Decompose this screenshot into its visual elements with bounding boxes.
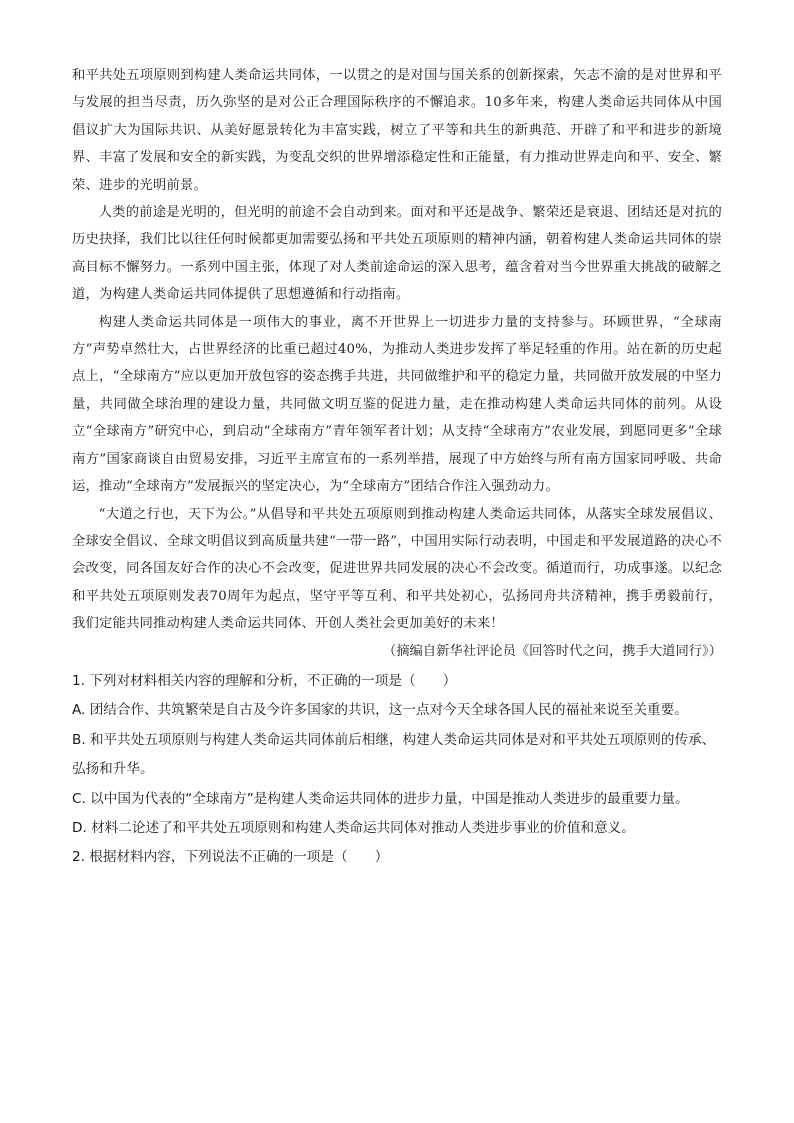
question-1-option-d: D. 材料二论述了和平共处五项原则和构建人类命运共同体对推动人类进步事业的价值和意义。 <box>72 819 635 836</box>
question-1-option-c: C. 以中国为代表的“全球南方”是构建人类命运共同体的进步力量，中国是推动人类进步的最重要力量。 <box>72 790 689 807</box>
document-page <box>72 62 722 873</box>
passage-paragraph-3: 构建人类命运共同体是一项伟大的事业，离不开世界上一切进步力量的支持参与。环顾世界，“全球南方”声势卓然壮大，占世界经济的比重已超过40%，为推动人类进步发挥了举足轻重的作用。站在新的历史起点上，“全球南方”应以更加开放包容的姿态携手共进，共同做维护和平的稳定力量，共同做开放发展的中坚力量，共同做全球治理的建设力量，共同做文明互鉴的促进力量，走在推动构建人类命运共同体的前列。从设立“全球南方”研究中心，到启动“全球南方”青年领军者计划；从支持“全球南方”农业发展，到愿同更多“全球南方”国家商谈自由贸易安排，习近平主席宣布的一系列举措，展现了中方始终与所有南方国家同呼吸、共命运，推动“全球南方”发展振兴的坚定决心，为“全球南方”团结合作注入强劲动力。 <box>72 314 722 495</box>
passage-paragraph-4: “大道之行也，天下为公。”从倡导和平共处五项原则到推动构建人类命运共同体，从落实全球发展倡议、全球安全倡议、全球文明倡议到高质量共建“一带一路”，中国用实际行动表明，中国走和平发展道路的决心不会改变，同各国友好合作的决心不会改变，促进世界共同发展的决心不会改变。循道而行，功成事遂。以纪念和平共处五项原则发表70周年为起点，坚守平等互利、和平共处初心，弘扬同舟共济精神，携手勇毅前行，我们定能共同推动构建人类命运共同体、开创人类社会更加美好的未来！ <box>72 506 722 632</box>
passage-paragraph-1: 和平共处五项原则到构建人类命运共同体，一以贯之的是对国与国关系的创新探索，矢志不渝的是对世界和平与发展的担当尽责，历久弥坚的是对公正合理国际秩序的不懈追求。10多年来，构建人类命运共同体从中国倡议扩大为国际共识、从美好愿景转化为丰富实践，树立了平等和共生的新典范、开辟了和平和进步的新境界、丰富了发展和安全的新实践，为变乱交织的世界增添稳定性和正能量，有力推动世界走向和平、安全、繁荣、进步的光明前景。 <box>72 68 722 193</box>
question-2-stem: 2. 根据材料内容，下列说法不正确的一项是（ ） <box>72 849 389 866</box>
question-list <box>72 667 722 873</box>
question-1-stem: 1. 下列对材料相关内容的理解和分析，不正确的一项是（ ） <box>72 672 457 689</box>
question-1-option-a: A. 团结合作、共筑繁荣是自古及今许多国家的共识，这一点对今天全球各国人民的福祉来说至关重要。 <box>72 702 688 719</box>
question-1-option-b: B. 和平共处五项原则与构建人类命运共同体前后相继，构建人类命运共同体是对和平共处五项原则的传承、弘扬和升华。 <box>72 731 716 778</box>
passage-paragraph-2: 人类的前途是光明的，但光明的前途不会自动到来。面对和平还是战争、繁荣还是衰退、团结还是对抗的历史抉择，我们比以往任何时候都更加需要弘扬和平共处五项原则的精神内涵，朝着构建人类命运共同体的崇高目标不懈努力。一系列中国主张，体现了对人类前途命运的深入思考，蕴含着对当今世界重大挑战的破解之道，为构建人类命运共同体提供了思想遵循和行动指南。 <box>72 205 722 303</box>
passage-source: （摘编自新华社评论员《回答时代之问，携手大道同行》） <box>382 643 722 659</box>
reading-passage <box>72 62 722 638</box>
